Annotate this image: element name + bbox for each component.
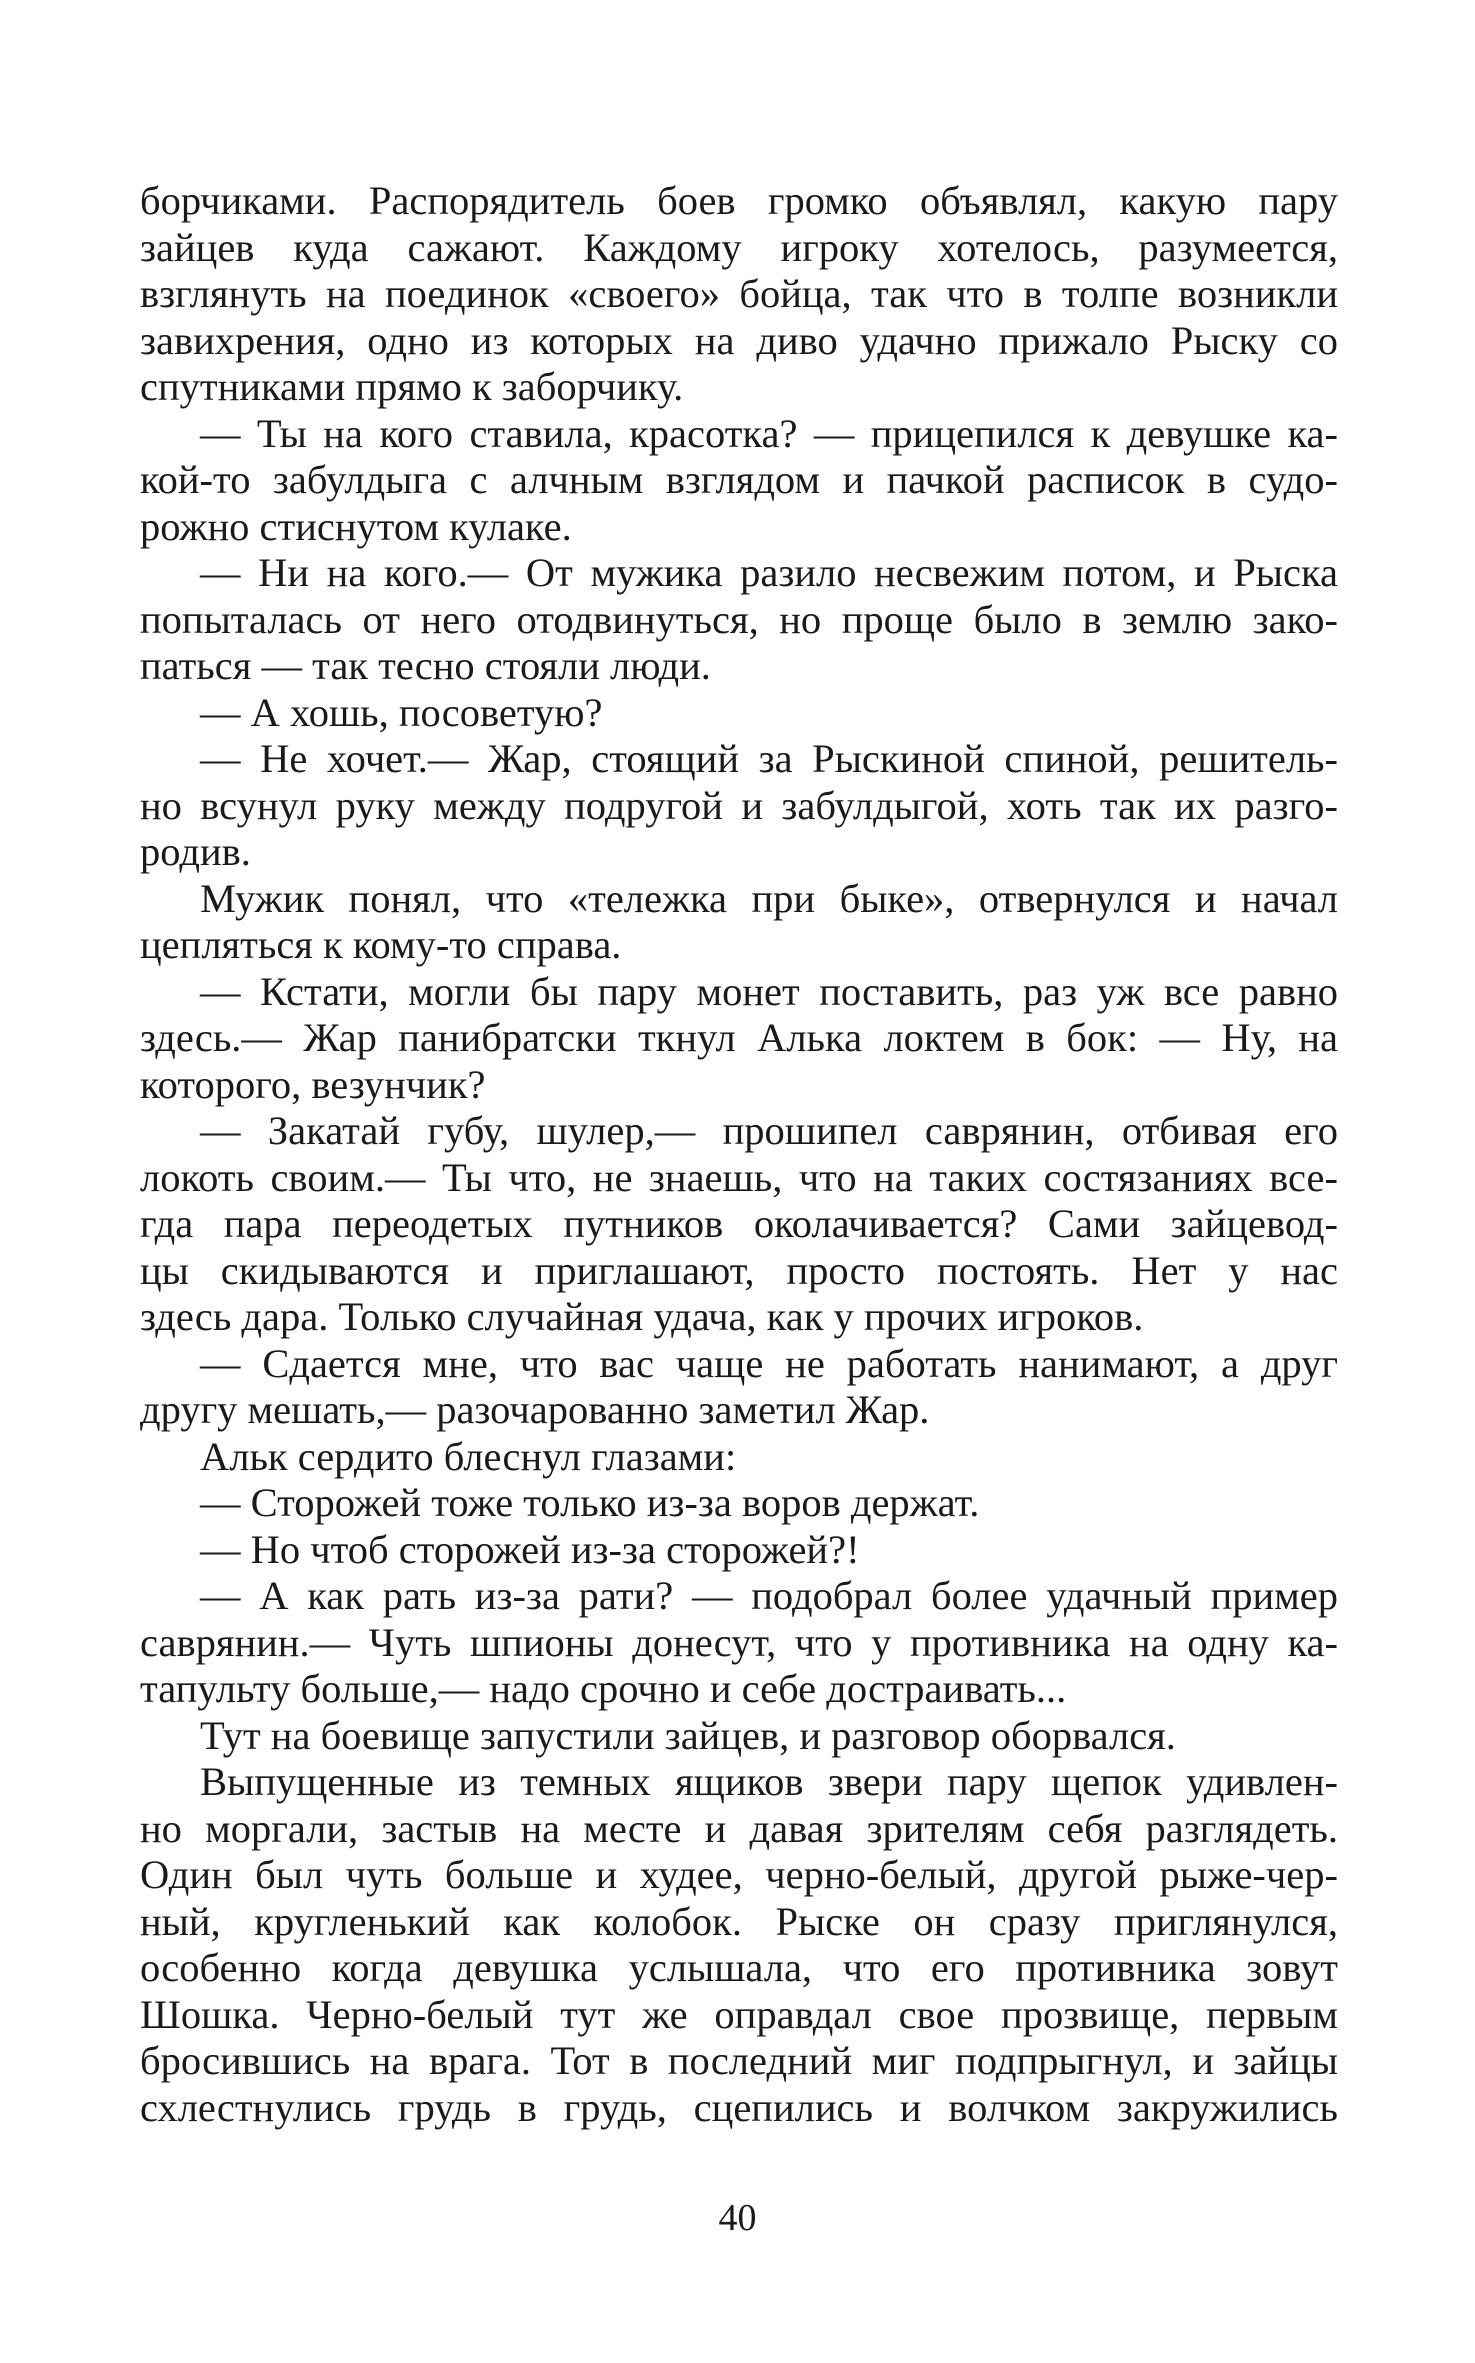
text-line: попыталась от него отодвинуться, но проще было в землю зако-	[140, 596, 1338, 642]
text-line: цепляться к кому-то справа.	[140, 922, 622, 967]
text-line: тапульту больше,— надо срочно и себе достраивать...	[140, 1666, 1067, 1711]
text-line: паться — так тесно стояли люди.	[140, 643, 711, 688]
text-line: кой-то забулдыга с алчным взглядом и пачкой расписок в судо-	[140, 457, 1338, 502]
text-line: которого, везунчик?	[140, 1061, 486, 1107]
text-line: — Сторожей тоже только из-за воров держат.	[200, 1480, 980, 1525]
text-line: взглянуть на поединок «своего» бойца, так что в толпе возникли	[140, 271, 1338, 316]
text-line: схлестнулись грудь в грудь, сцепились и волчком закружились	[140, 2084, 1338, 2130]
text-line: — Не хочет.— Жар, стоящий за Рыскиной спиной, решитель-	[200, 736, 1338, 781]
text-line: здесь.— Жар панибратски ткнул Алька локтем в бок: — Ну, на	[140, 1015, 1338, 1060]
text-line: локоть своим.— Ты что, не знаешь, что на таких состязаниях все-	[140, 1154, 1338, 1200]
text-line: цы скидываются и приглашают, просто постоять. Нет у нас	[140, 1247, 1338, 1293]
text-line: Шошка. Черно-белый тут же оправдал свое прозвище, первым	[140, 1991, 1338, 2037]
text-line: Выпущенные из темных ящиков звери пару щепок удивлен-	[200, 1759, 1338, 1804]
text-line: особенно когда девушка услышала, что его противника зовут	[140, 1945, 1338, 1990]
text-line: саврянин.— Чуть шпионы донесут, что у противника на одну ка-	[140, 1619, 1338, 1665]
page-number: 40	[718, 2197, 757, 2239]
text-line: ный, кругленький как колобок. Рыске он сразу приглянулся,	[140, 1898, 1338, 1944]
text-line: — Но чтоб сторожей из-за сторожей?!	[200, 1526, 860, 1572]
page-body	[140, 178, 1338, 2131]
text-line: — Ни на кого.— От мужика разило несвежим потом, и Рыска	[200, 550, 1338, 595]
text-line: Тут на боевище запустили зайцев, и разговор оборвался.	[200, 1712, 1176, 1758]
text-line: но всунул руку между подругой и забулдыгой, хоть так их разго-	[140, 782, 1338, 828]
text-line: — Закатай губу, шулер,— прошипел саврянин, отбивая его	[200, 1108, 1338, 1153]
text-line: — А как рать из-за рати? — подобрал более удачный пример	[200, 1573, 1338, 1618]
text-line: спутниками прямо к заборчику.	[140, 364, 684, 409]
text-line: — Кстати, могли бы пару монет поставить, раз уж все равно	[200, 968, 1338, 1014]
text-line: другу мешать,— разочарованно заметил Жар.	[140, 1387, 930, 1432]
text-line: Мужик понял, что «тележка при быке», отвернулся и начал	[200, 875, 1338, 921]
text-line: рожно стиснутом кулаке.	[140, 503, 572, 549]
text-line: Один был чуть больше и худее, черно-белый, другой рыже-чер-	[140, 1852, 1338, 1897]
text-line: Альк сердито блеснул глазами:	[200, 1433, 737, 1479]
text-line: — А хошь, посоветую?	[200, 689, 603, 735]
text-line: борчиками. Распорядитель боев громко объявлял, какую пару	[140, 178, 1338, 223]
text-line: зайцев куда сажают. Каждому игроку хотелось, разумеется,	[140, 224, 1338, 270]
text-line: здесь дара. Только случайная удача, как у прочих игроков.	[140, 1294, 1144, 1339]
text-line: — Ты на кого ставила, красотка? — прицепился к девушке ка-	[200, 410, 1338, 456]
text-line: родив.	[140, 829, 251, 874]
text-line: гда пара переодетых путников околачивается? Сами зайцевод-	[140, 1201, 1338, 1246]
text-line: но моргали, застыв на месте и давая зрителям себя разглядеть.	[140, 1805, 1338, 1851]
text-line: завихрения, одно из которых на диво удачно прижало Рыску со	[140, 317, 1338, 363]
text-line: — Сдается мне, что вас чаще не работать нанимают, а друг	[200, 1340, 1338, 1386]
text-line: бросившись на врага. Тот в последний миг подпрыгнул, и зайцы	[140, 2038, 1338, 2083]
